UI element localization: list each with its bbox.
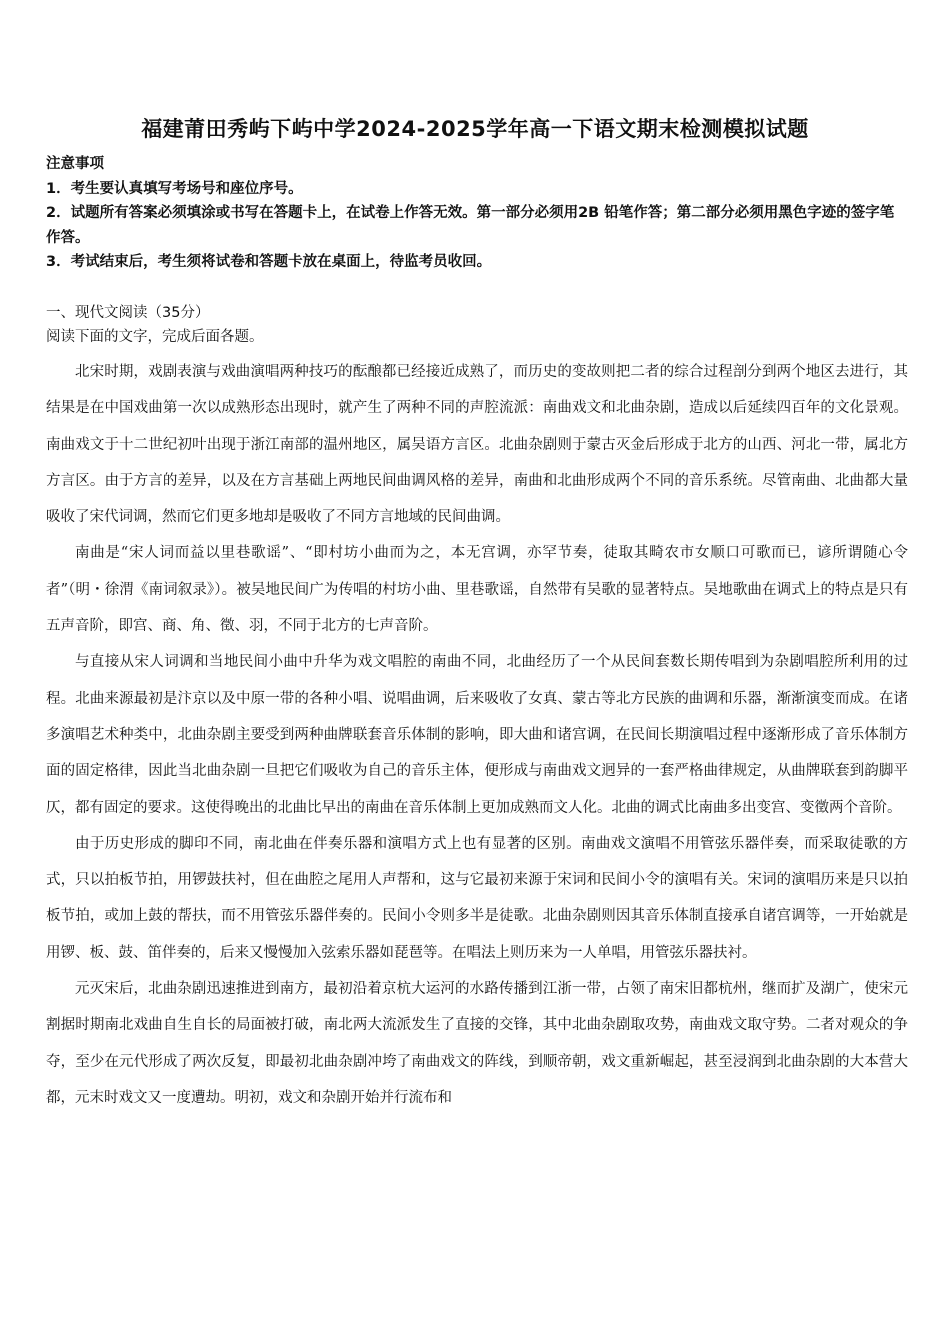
section-header bbox=[46, 301, 908, 349]
section-heading: 一、现代文阅读（35分） bbox=[46, 305, 210, 321]
passage-paragraph: 由于历史形成的脚印不同，南北曲在伴奏乐器和演唱方式上也有显著的区别。南曲戏文演唱不用管弦乐器伴奏，而采取徒歌的方式，只以拍板节拍，用锣鼓扶衬，但在曲腔之尾用人声帮和，这与它最初来源于宋词和民间小令的演唱有关。宋词的演唱历来是只以拍板节拍，或加上鼓的帮扶，而不用管弦乐器伴奏的。民间小令则多半是徒歌。北曲杂剧则因其音乐体制直接承自诸宫调等，一开始就是用锣、板、鼓、笛伴奏的，后来又慢慢加入弦索乐器如琵琶等。在唱法上则历来为一人单唱，用管弦乐器扶衬。 bbox=[46, 835, 908, 961]
passage-paragraph: 南曲是“宋人词而益以里巷歌谣”、“即村坊小曲而为之，本无宫调，亦罕节奏，徒取其畸农市女顺口可歌而已，谚所谓随心令者”（明・徐渭《南词叙录》）。被吴地民间广为传唱的村坊小曲、里巷歌谣，自然带有吴歌的显著特点。吴地歌曲在调式上的特点是只有五声音阶，即宫、商、角、徵、羽，不同于北方的七声音阶。 bbox=[46, 545, 908, 635]
passage-paragraph: 元灭宋后，北曲杂剧迅速推进到南方，最初沿着京杭大运河的水路传播到江浙一带，占领了南宋旧都杭州，继而扩及湖广，使宋元割据时期南北戏曲自生自长的局面被打破，南北两大流派发生了直接的交锋，其中北曲杂剧取攻势，南曲戏文取守势。二者对观众的争夺，至少在元代形成了两次反复，即最初北曲杂剧冲垮了南曲戏文的阵线，到顺帝朝，戏文重新崛起，甚至浸润到北曲杂剧的大本营大都，元末时戏文又一度遭劫。明初，戏文和杂剧开始并行流布和 bbox=[46, 981, 908, 1106]
passage-paragraph: 与直接从宋人词调和当地民间小曲中升华为戏文唱腔的南曲不同，北曲经历了一个从民间套数长期传唱到为杂剧唱腔所利用的过程。北曲来源最初是汴京以及中原一带的各种小唱、说唱曲调，后来吸收了女真、蒙古等北方民族的曲调和乐器，渐渐演变而成。在诸多演唱艺术种类中，北曲杂剧主要受到两种曲牌联套音乐体制的影响，即大曲和诸宫调，在民间长期演唱过程中逐渐形成了音乐体制方面的固定格律，因此当北曲杂剧一旦把它们吸收为自己的音乐主体，便形成与南曲戏文迥异的一套严格曲律规定，从曲牌联套到韵脚平仄，都有固定的要求。这使得晚出的北曲比早出的南曲在音乐体制上更加成熟而文人化。北曲的调式比南曲多出变宫、变徵两个音阶。 bbox=[46, 654, 908, 816]
passage-paragraph: 北宋时期，戏剧表演与戏曲演唱两种技巧的酝酿都已经接近成熟了，而历史的变故则把二者的综合过程剖分到两个地区去进行，其结果是在中国戏曲第一次以成熟形态出现时，就产生了两种不同的声腔流派：南曲戏文和北曲杂剧，造成以后延续四百年的文化景观。南曲戏文于十二世纪初叶出现于浙江南部的温州地区，属吴语方言区。北曲杂剧则于蒙古灭金后形成于北方的山西、河北一带，属北方方言区。由于方言的差异，以及在方言基础上两地民间曲调风格的差异，南曲和北曲形成两个不同的音乐系统。尽管南曲、北曲都大量吸收了宋代词调，然而它们更多地却是吸收了不同方言地域的民间曲调。 bbox=[46, 364, 908, 526]
section-instruction: 阅读下面的文字，完成后面各题。 bbox=[46, 329, 264, 345]
note-item: 3．考试结束后，考生须将试卷和答题卡放在桌面上，待监考员收回。 bbox=[46, 254, 492, 270]
notes-block bbox=[46, 152, 908, 275]
page-title: 福建莆田秀屿下屿中学2024-2025学年高一下语文期末检测模拟试题 bbox=[141, 117, 809, 141]
note-item: 2．试题所有答案必须填涂或书写在答题卡上，在试卷上作答无效。第一部分必须用2B 铅笔作答；第二部分必须用黑色字迹的签字笔作答。 bbox=[46, 205, 895, 246]
note-item: 1．考生要认真填写考场号和座位序号。 bbox=[46, 180, 303, 197]
reading-passage bbox=[46, 354, 908, 1116]
notes-heading: 注意事项 bbox=[46, 156, 104, 172]
